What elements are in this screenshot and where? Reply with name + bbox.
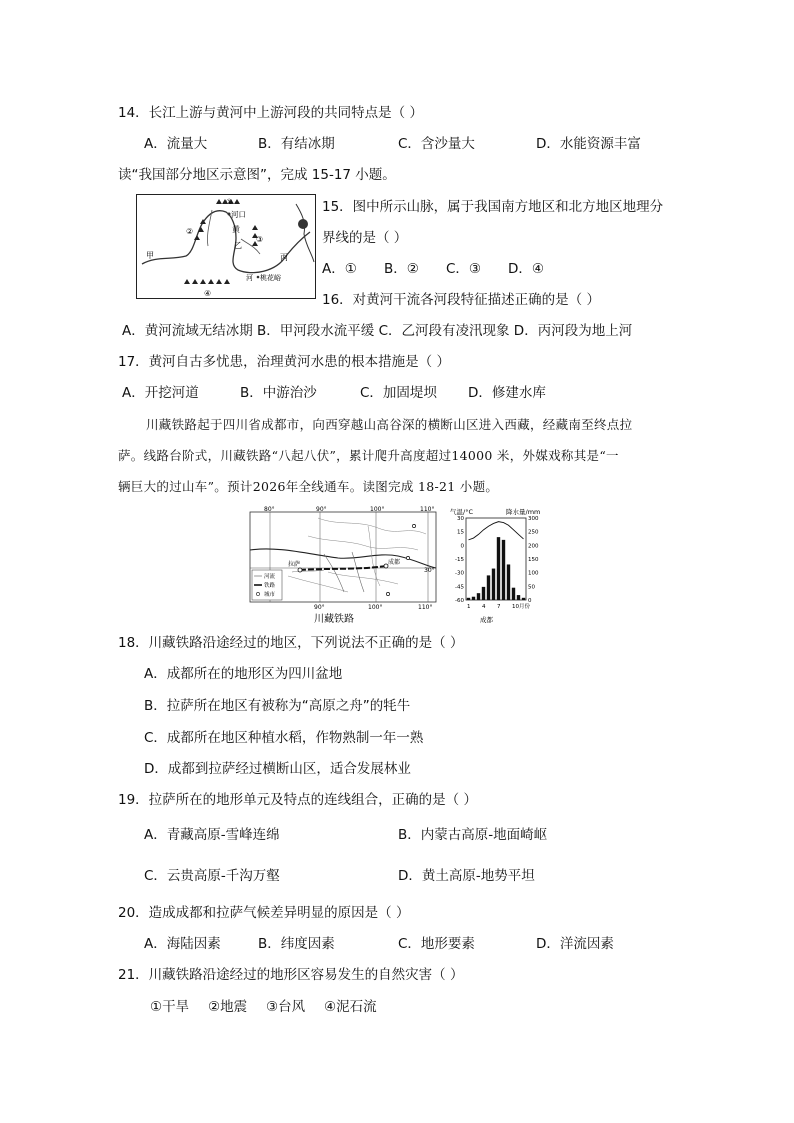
map2-legend-city: 城市 [264,592,276,598]
q14-stem: 14．长江上游与黄河中上游河段的共同特点是（ ） [118,105,423,121]
q21-option-3[interactable]: ③台风 [266,999,306,1015]
q16-stem: 16．对黄河干流各河段特征描述正确的是（ ） [322,292,600,308]
map2-lon-top-80: 80° [264,506,275,513]
map1-label-huang: 黄 [232,225,240,234]
map2-legend-river: 河流 [264,574,276,580]
q20-stem: 20．造成成都和拉萨气候差异明显的原因是（ ） [118,905,410,921]
q21-option-2[interactable]: ②地震 [208,999,248,1015]
temp-tick-label: 0 [460,543,464,550]
q14-option-d[interactable]: D．水能资源丰富 [536,136,641,152]
q20-option-a[interactable]: A．海陆因素 [144,936,221,952]
q15-option-a[interactable]: A．① [322,261,357,277]
map2-lon-bottom-110: 110° [418,604,433,611]
map2-lon-top-110: 110° [420,506,435,513]
q18-option-b[interactable]: B．拉萨所在地区有被称为“高原之舟”的牦牛 [144,698,411,714]
q19-option-b[interactable]: B．内蒙古高原-地面崎岖 [398,827,548,843]
q21-option-4[interactable]: ④泥石流 [324,999,377,1015]
map1-num-1: ① [226,198,233,206]
chengdu-climate-chart [444,506,556,624]
precip-tick-label: 200 [528,543,539,550]
q15-stem-line1: 15．图中所示山脉，属于我国南方地区和北方地区地理分 [322,199,664,215]
q16-options[interactable]: A．黄河流域无结冰期 B．甲河段水流平缓 C．乙河段有凌汛现象 D．丙河段为地上河 [122,323,633,339]
map1-label-taohuayu: 桃花峪 [260,274,281,282]
intro-15-17: 读“我国部分地区示意图”，完成 15-17 小题。 [118,167,396,183]
precip-bar [512,588,515,600]
q17-stem: 17．黄河自古多忧患，治理黄河水患的根本措施是（ ） [118,354,450,370]
q15-option-c[interactable]: C．③ [446,261,482,277]
map1-label-jia: 甲 [146,251,154,260]
temp-tick-label: -60 [455,598,464,604]
map1-num-2: ② [186,227,194,236]
q19-option-d[interactable]: D．黄土高原-地势平坦 [398,868,535,884]
map1-label-bing: 丙 [280,253,288,262]
q17-option-d[interactable]: D．修建水库 [468,385,546,401]
q19-stem: 19．拉萨所在的地形单元及特点的连线组合，正确的是（ ） [118,792,477,808]
map2-lon-top-90: 90° [316,506,327,513]
precip-bar [507,564,510,600]
precip-tick-label: 300 [528,516,539,522]
precip-bar [502,540,505,600]
q20-option-b[interactable]: B．纬度因素 [258,936,335,952]
precip-bar [467,598,470,600]
precip-tick-label: 0 [528,598,532,604]
map2-lon-bottom-100: 100° [368,604,383,611]
q15-stem-line2: 界线的是（ ） [322,230,408,246]
precip-tick-label: 100 [528,570,539,577]
precip-bar [522,598,525,600]
map2-lat-30: 30° [424,567,435,574]
q20-option-c[interactable]: C．地形要素 [398,936,475,952]
q17-option-a[interactable]: A．开挖河道 [122,385,199,401]
map2-lon-bottom-90: 90° [314,604,325,611]
q19-option-a[interactable]: A．青藏高原-雪峰连绵 [144,827,280,843]
yellow-river-map [136,194,316,299]
q18-option-d[interactable]: D．成都到拉萨经过横断山区，适合发展林业 [144,761,411,777]
map1-num-4: ④ [204,289,212,298]
map2-caption: 川藏铁路 [314,614,354,624]
x-tick-label: 10月份 [512,604,530,610]
chart-caption: 成都 [480,616,493,624]
passage-line3: 辆巨大的过山车”。预计2026年全线通车。读图完成 18-21 小题。 [118,479,499,494]
precip-bar [497,537,500,600]
q21-option-1[interactable]: ①干旱 [150,999,190,1015]
q18-stem: 18．川藏铁路沿途经过的地区，下列说法不正确的是（ ） [118,635,464,651]
precip-tick-label: 50 [528,584,535,591]
precip-bar [492,569,495,600]
map2-label-chengdu: 成都 [388,559,401,566]
chart-title-left: 气温/°C [450,508,473,516]
q18-option-c[interactable]: C．成都所在地区种植水稻，作物熟制一年一熟 [144,730,424,746]
q21-stem: 21．川藏铁路沿途经过的地形区容易发生的自然灾害（ ） [118,967,464,983]
q14-option-a[interactable]: A．流量大 [144,136,208,152]
q17-option-b[interactable]: B．中游治沙 [240,385,317,401]
sichuan-tibet-railway-map [248,506,440,624]
temp-tick-label: -30 [455,570,464,577]
temp-tick-label: 30 [457,516,464,522]
q15-option-d[interactable]: D．④ [508,261,544,277]
map1-label-hekou: 河口 [231,210,246,219]
precip-bar [477,593,480,600]
q14-option-c[interactable]: C．含沙量大 [398,136,475,152]
passage-line2: 萨。线路台阶式，川藏铁路“八起八伏”，累计爬升高度超过14000 米，外媒戏称其是“一 [118,448,619,463]
temp-tick-label: -45 [455,584,464,591]
passage-line1: 川藏铁路起于四川省成都市，向西穿越山高谷深的横断山区进入西藏，经藏南至终点拉 [146,417,633,432]
precip-tick-label: 150 [528,557,539,563]
q15-option-b[interactable]: B．② [384,261,419,277]
map2-lon-top-100: 100° [370,506,385,513]
map2-legend-railway: 铁路 [264,583,276,589]
temp-tick-label: 15 [457,529,464,536]
map1-label-he: 河 [246,274,253,282]
map1-label-yi: 乙 [234,241,242,250]
chart-title-right: 降水量/mm [506,508,541,516]
precip-bar [472,597,475,600]
q14-option-b[interactable]: B．有结冰期 [258,136,335,152]
x-tick-label: 1 [467,604,471,610]
precip-bar [482,587,485,600]
precip-tick-label: 250 [528,529,539,536]
x-tick-label: 4 [482,604,486,610]
q17-option-c[interactable]: C．加固堤坝 [360,385,437,401]
x-tick-label: 7 [497,604,501,610]
q18-option-a[interactable]: A．成都所在的地形区为四川盆地 [144,666,343,682]
temp-tick-label: -15 [455,557,464,563]
q20-option-d[interactable]: D．洋流因素 [536,936,614,952]
q19-option-c[interactable]: C．云贵高原-千沟万壑 [144,868,280,884]
precip-bar [517,595,520,600]
map2-label-lasa: 拉萨 [288,561,301,568]
map1-num-3: ③ [256,235,264,244]
precip-bar [487,575,490,600]
